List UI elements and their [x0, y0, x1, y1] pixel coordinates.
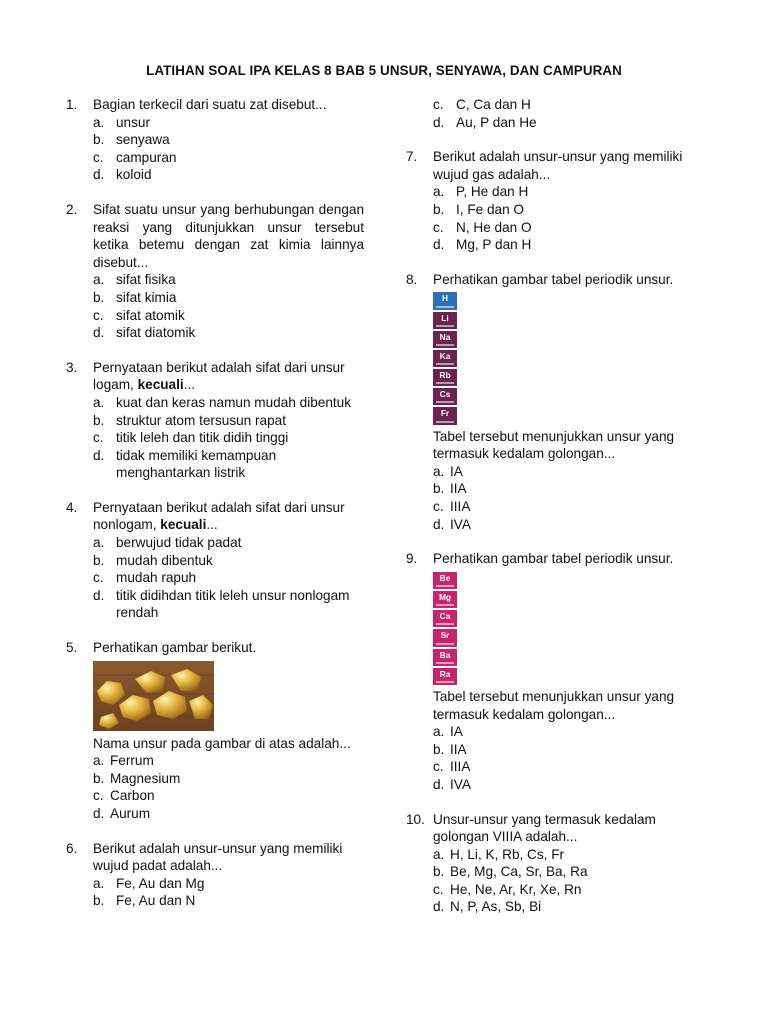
option-a: a. IA [433, 463, 463, 479]
question-text: Unsur-unsur yang termasuk kedalam golongan VIIIA adalah... [433, 811, 656, 845]
question-text: Bagian terkecil dari suatu zat disebut... [93, 97, 327, 112]
option-a: a. kuat dan keras namun mudah dibentuk [93, 394, 352, 410]
option-c: c. IIIA [433, 759, 471, 775]
element-cell: Sr [433, 629, 457, 646]
element-cell: Cs [433, 388, 457, 405]
option-c: c. titik leleh dan titik didih tinggi [93, 430, 289, 446]
element-cell: H [433, 292, 457, 309]
element-cell: Na [433, 331, 457, 348]
option-c: c. Carbon [93, 788, 155, 804]
question-8 [406, 271, 706, 533]
emphasis-kecuali: kecuali [137, 377, 184, 393]
option-a: a. Fe, Au dan Mg [93, 875, 205, 891]
option-c: c. C, Ca dan H [433, 97, 531, 112]
right-column [406, 96, 706, 933]
left-column [66, 96, 364, 927]
question-5 [66, 639, 364, 823]
periodic-table-group-ia [433, 292, 457, 424]
question-2 [66, 201, 364, 342]
element-cell: Ka [433, 350, 457, 367]
option-b: b. sifat kimia [93, 289, 177, 305]
option-b: b. mudah dibentuk [93, 552, 213, 568]
question-text: Pernyataan berikut adalah sifat dari unsur nonlogam, kecuali... [93, 499, 345, 533]
question-number: 3. [66, 359, 78, 375]
question-text-followup: Tabel tersebut menunjukkan unsur yang termasuk kedalam golongan... [433, 688, 675, 722]
option-d: d. tidak memiliki kemampuan menghantarkan listrik [93, 447, 277, 481]
question-9 [406, 550, 706, 793]
option-c: c. He, Ne, Ar, Kr, Xe, Rn [433, 881, 582, 897]
question-text: Pernyataan berikut adalah sifat dari unsur logam, kecuali... [93, 359, 345, 393]
question-text-followup: Tabel tersebut menunjukkan unsur yang termasuk kedalam golongan... [433, 428, 675, 462]
option-b: b. Be, Mg, Ca, Sr, Ba, Ra [433, 864, 588, 880]
option-d: d. N, P, As, Sb, Bi [433, 899, 542, 915]
question-number: 2. [66, 201, 78, 217]
option-a: a. Ferrum [93, 753, 154, 769]
question-10 [406, 811, 706, 917]
question-text: Perhatikan gambar berikut. [93, 640, 257, 656]
element-cell: Ra [433, 668, 457, 685]
question-number: 7. [406, 149, 418, 165]
option-d: d. Mg, P dan H [433, 237, 532, 253]
option-d: d. titik didihdan titik leleh unsur nonlogam rendah [93, 587, 350, 621]
option-d: d. IVA [433, 776, 471, 792]
question-6-continued [406, 96, 706, 131]
periodic-table-group-iia [433, 572, 457, 685]
question-text: Berikut adalah unsur-unsur yang memiliki wujud gas adalah... [433, 149, 683, 182]
option-b: b. IIA [433, 741, 467, 757]
question-number: 8. [406, 271, 418, 287]
element-cell: Be [433, 572, 457, 589]
option-d: d. Aurum [93, 806, 151, 821]
option-d: d. koloid [93, 167, 152, 183]
element-cell: Rb [433, 369, 457, 386]
element-cell: Ba [433, 649, 457, 666]
option-c: c. mudah rapuh [93, 570, 197, 586]
question-number: 5. [66, 640, 78, 656]
option-c: c. IIIA [433, 499, 471, 515]
question-text: Sifat suatu unsur yang berhubungan dengan reaksi yang ditunjukkan unsur tersebut ketika betemu dengan zat kimia lainnya disebut... [93, 201, 364, 270]
element-cell: Li [433, 312, 457, 329]
option-a: a. unsur [93, 114, 151, 130]
question-4 [66, 499, 364, 622]
question-number: 10. [406, 811, 425, 827]
element-cell: Ca [433, 610, 457, 627]
page-title: LATIHAN SOAL IPA KELAS 8 BAB 5 UNSUR, SENYAWA, DAN CAMPURAN [146, 63, 622, 78]
question-number: 9. [406, 551, 418, 567]
option-d: d. sifat diatomik [93, 325, 196, 341]
question-text: Perhatikan gambar tabel periodik unsur. [433, 271, 674, 287]
option-a: a. P, He dan H [433, 184, 529, 200]
question-7 [406, 148, 706, 254]
option-a: a. H, Li, K, Rb, Cs, Fr [433, 846, 565, 862]
option-b: b. senyawa [93, 132, 170, 148]
option-c: c. campuran [93, 149, 177, 165]
option-b: b. I, Fe dan O [433, 201, 525, 217]
question-number: 1. [66, 97, 78, 112]
element-cell: Mg [433, 591, 457, 608]
option-d: d. Au, P dan He [433, 114, 537, 130]
question-text: Berikut adalah unsur-unsur yang memiliki wujud padat adalah... [93, 840, 343, 874]
question-3 [66, 359, 364, 482]
emphasis-kecuali: kecuali [160, 517, 207, 533]
question-number: 6. [66, 840, 78, 856]
question-1 [66, 96, 364, 184]
question-text-followup: Nama unsur pada gambar di atas adalah... [93, 735, 351, 751]
option-a: a. IA [433, 724, 463, 740]
question-number: 4. [66, 499, 78, 515]
option-c: c. N, He dan O [433, 219, 532, 235]
option-a: a. berwujud tidak padat [93, 535, 242, 551]
gold-nuggets-image [93, 661, 214, 731]
question-text: Perhatikan gambar tabel periodik unsur. [433, 551, 674, 567]
option-c: c. sifat atomik [93, 307, 185, 323]
option-b: b. Fe, Au dan N [93, 893, 196, 909]
element-cell: Fr [433, 407, 457, 424]
option-a: a. sifat fisika [93, 272, 176, 288]
option-b: b. struktur atom tersusun rapat [93, 412, 286, 428]
option-b: b. Magnesium [93, 770, 181, 786]
option-d: d. IVA [433, 516, 471, 532]
question-6 [66, 840, 364, 910]
option-b: b. IIA [433, 481, 467, 497]
